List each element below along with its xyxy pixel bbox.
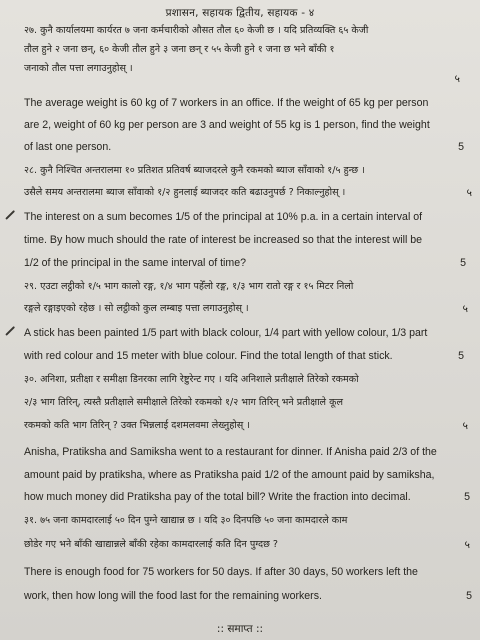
q27-np-line-2: तौल हुने २ जना छन्, ६० केजी तौल हुने ३ जना छन् र ५५ केजी हुने १ जना छ भने बाँकी १ — [24, 44, 335, 55]
q30-np-line-1: ३०. अनिशा, प्रतीक्षा र समीक्षा डिनरका लागि रेष्टुरेन्ट गए । यदि अनिशाले प्रतीक्षाले तिरेको रकमको — [24, 374, 359, 385]
q31-en-marks: 5 — [466, 590, 472, 602]
q28-en-line-3: 1/2 of the principal in the same interval of time? — [24, 257, 246, 269]
q30-np-line-2: २/३ भाग तिरिन्, त्यस्तै प्रतीक्षाले समीक्षाले तिरेको रकमको १/२ भाग तिरिन् भने प्रतीक्षाले कूल — [24, 397, 343, 408]
q30-np-line-3: रकमको कति भाग तिरिन् ? उक्त भिन्नलाई दशमलवमा लेख्नुहोस् । — [24, 420, 250, 431]
q28-en-line-2: time. By how much should the rate of interest be increased so that the interest will be — [24, 234, 423, 246]
q28-np-marks: ५ — [466, 187, 472, 199]
pen-check-mark-icon — [5, 210, 15, 220]
q31-np-line-1: ३१. ७५ जना कामदारलाई ५० दिन पुग्ने खाद्यान्न छ । यदि ३० दिनपछि ५० जना कामदारले काम — [24, 515, 348, 526]
q29-np-line-2: रङ्गले रङ्गाइएको रहेछ । सो लट्ठीको कुल लम्बाइ पत्ता लगाउनुहोस् । — [24, 303, 249, 314]
q27-en-line-2: are 2, weight of 60 kg per person are 3 and weight of 55 kg is 1 person, find the weight — [24, 119, 430, 131]
q30-en-line-2: amount paid by pratiksha, where as Pratiksha paid 1/2 of the amount paid by samiksha, — [24, 469, 435, 481]
q30-en-line-1: Anisha, Pratiksha and Samiksha went to a restaurant for dinner. If Anisha paid 2/3 of the — [24, 446, 437, 458]
q29-en-line-1: A stick has been painted 1/5 part with black colour, 1/4 part with yellow colour, 1/3 part — [24, 327, 428, 339]
q30-np-marks: ५ — [462, 420, 468, 432]
q27-np-line-1: २७. कुनै कार्यालयमा कार्यरत ७ जना कर्मचारीको औसत तौल ६० केजी छ । यदि प्रतिव्यक्ति ६५ केजी — [24, 25, 369, 36]
q27-np-line-3: जनाको तौल पत्ता लगाउनुहोस् । — [24, 63, 133, 74]
end-marker: :: समाप्त :: — [216, 623, 264, 635]
q29-np-marks: ५ — [462, 303, 468, 315]
q31-en-line-2: work, then how long will the food last for the remaining workers. — [24, 590, 322, 602]
q30-en-marks: 5 — [464, 491, 470, 503]
q29-en-line-2: with red colour and 15 meter with blue colour. Find the total length of that stick. — [24, 350, 393, 362]
q30-en-line-3: how much money did Pratiksha pay of the total bill? Write the fraction into decimal. — [24, 491, 411, 503]
q28-en-marks: 5 — [460, 257, 466, 269]
q27-np-marks: ५ — [454, 73, 460, 85]
q28-en-line-1: The interest on a sum becomes 1/5 of the principal at 10% p.a. in a certain interval of — [24, 211, 423, 223]
q29-np-line-1: २९. एउटा लट्ठीको १/५ भाग कालो रङ्ग, १/४ भाग पहेँलो रङ्ग, १/३ भाग रातो रङ्ग र १५ मिटर निलो — [24, 281, 354, 292]
page-header: प्रशासन, सहायक द्वितीय, सहायक - ४ — [165, 7, 315, 19]
q27-en-line-1: The average weight is 60 kg of 7 workers in an office. If the weight of 65 kg per person — [24, 97, 429, 109]
q31-en-line-1: There is enough food for 75 workers for 50 days. If after 30 days, 50 workers left the — [24, 566, 418, 578]
q31-np-line-2: छोडेर गए भने बाँकी खाद्यान्नले बाँकी रहेका कामदारलाई कति दिन पुग्दछ ? — [24, 539, 278, 550]
q27-en-marks: 5 — [458, 141, 464, 153]
q29-en-marks: 5 — [458, 350, 464, 362]
q28-np-line-1: २८. कुनै निश्चित अन्तरालमा १० प्रतिशत प्रतिवर्ष ब्याजदरले कुनै रकमको ब्याज साँवाको १/५ हुन्छ । — [24, 165, 365, 176]
q31-np-marks: ५ — [464, 539, 470, 551]
q28-np-line-2: उसैले समय अन्तरालमा ब्याज साँवाको १/२ हुनलाई ब्याजदर कति बढाउनुपर्छ ? निकाल्नुहोस् । — [24, 187, 346, 198]
q27-en-line-3: of last one person. — [24, 141, 112, 153]
pen-check-mark-icon — [5, 326, 15, 336]
